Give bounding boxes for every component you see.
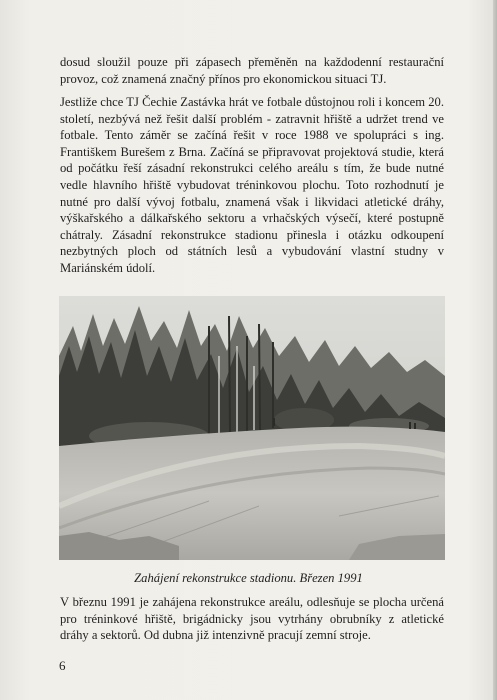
paragraph-3-text: V březnu 1991 je zahájena rekonstrukce areálu, odlesňuje se plocha určená pro tréninkové hřiště, brigádnicky jsou vytrhány obrubníky z atletické dráhy a sektorů. Od dubna již intenzivně pracují zemní stroje. <box>60 595 444 643</box>
paragraph-2 <box>60 94 444 277</box>
stadium-construction-photo <box>59 296 445 560</box>
photo-caption: Zahájení rekonstrukce stadionu. Březen 1991 <box>134 571 363 585</box>
paragraph-1-text: dosud sloužil pouze při zápasech přeměněn na každodenní restaurační provoz, což znamená značný přínos pro ekonomickou situaci TJ. <box>60 55 444 86</box>
paragraph-2-text: Jestliže chce TJ Čechie Zastávka hrát ve fotbale důstojnou roli i koncem 20. století, nezbývá než řešit další problém - zatravnit hřiště a udržet trend ve fotbale. Tento záměr se začíná řešit v roce 1988 ve spolupráci s ing. Františkem Burešem z Brna. Začíná se připravovat projektová studie, která od počátku řeší zásadní rekonstrukci celého areálu s tím, že bude nutné vedle hlavního hřiště vybudovat tréninkovou plochu. Toto rozhodnutí je nutné pro další vývoj fotbalu, znamená však i likvidaci atletické dráhy, výškařského a dálkařského sektoru a vrhačských výsečí, které postupně chátraly. Zásadní rekonstrukce stadionu přinesla i otázku odkoupení nezbytných ploch od státních lesů a vybudování vlastní studny v Mariánském údolí. <box>60 95 444 275</box>
paragraph-1 <box>60 54 444 87</box>
page-number: 6 <box>59 658 66 673</box>
paragraph-3 <box>60 594 444 644</box>
page-binding-shadow <box>493 0 497 700</box>
